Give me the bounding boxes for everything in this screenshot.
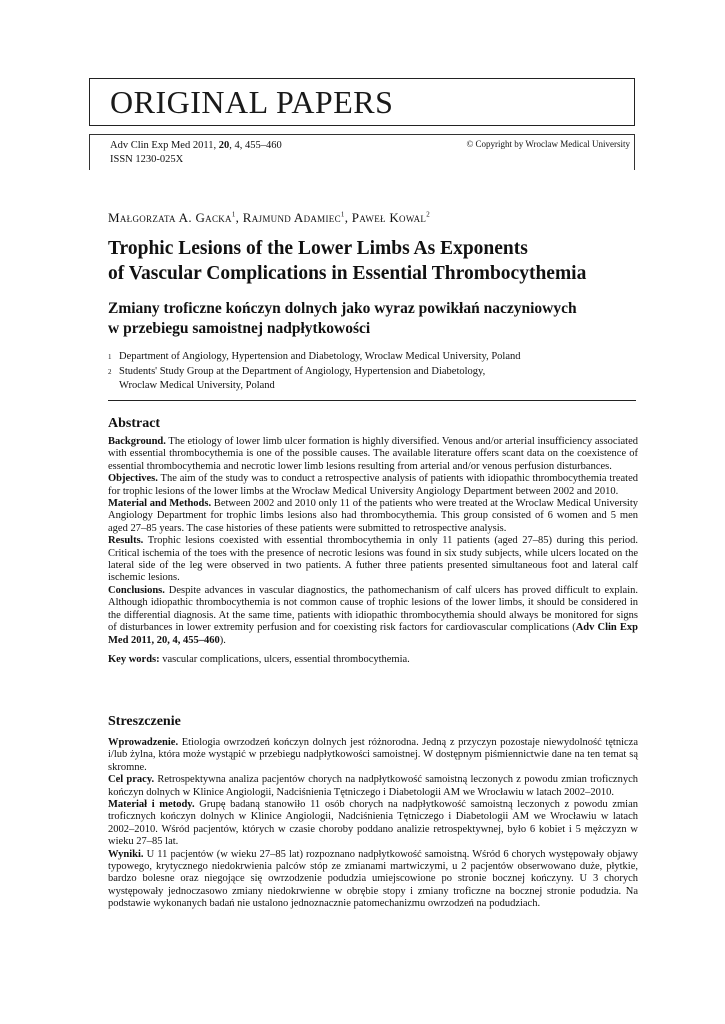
paragraph-text: Etiologia owrzodzeń kończyn dolnych jest różnorodna. Jedną z przyczyn pozostaje niewydolność tętnicza i/lub żylna, która może wystąpić w przebiegu nadpłytkowości samoistnej. W dostępnym piśmiennictwie dane na ten temat są skromne. (108, 737, 638, 773)
paragraph-text: Trophic lesions coexisted with essential thrombocythemia in only 11 patients (aged 27–85) during this period. Critical ischemia of the toes with the presence of necrotic lesions was found in six study subjects, while ulcers located on the lateral side of the leg were observed in two patients. A futher three patients presented simultaneous foot and lateral calf ischemic lesions. (108, 535, 638, 584)
paragraph-label: Wyniki. (108, 848, 144, 860)
citation-line (110, 139, 282, 153)
paragraph-text: Grupę badaną stanowiło 11 osób chorych na nadpłytkowość samoistną leczonych z powodu zmian troficznych kończyn dolnych w Klinice Angiologii, Nadciśnienia Tętniczego i Diabetologii AM we Wrocławiu w latach 2002–2010. Wśród pacjentów, których w czasie choroby poddano analizie retrospektywnej, było 6 kobiet i 5 mężczyzn w wieku 27–85 lat. (108, 799, 638, 848)
abstract-keywords (108, 654, 638, 666)
streszczenie-body (108, 737, 638, 911)
paragraph-text: The aim of the study was to conduct a retrospective analysis of patients with idiopathic thrombocythemia treated for trophic lesions of the lower limbs at the Wrocław Medical University Angiology Department between 2002 and 2010. (108, 473, 638, 497)
article-title-english (108, 236, 648, 286)
title-line: Trophic Lesions of the Lower Limbs As Exponents (108, 238, 528, 259)
paragraph-label: Results. (108, 535, 144, 547)
paragraph-text: vascular complications, ulcers, essential thrombocythemia. (159, 653, 410, 665)
paragraph-text: Retrospektywna analiza pacjentów chorych na nadpłytkowość samoistną leczonych z powodu zmian troficznych kończyn dolnych w Klinice Angiologii, Nadciśnienia Tętniczego i Diabetologii AM we Wrocławiu w latach 2002–2010. (108, 774, 638, 798)
affiliation-text: Department of Angiology, Hypertension and Diabetology, Wroclaw Medical University, Poland (119, 351, 521, 362)
abstract-background (108, 436, 638, 473)
paragraph-text: The etiology of lower limb ulcer formation is highly diversified. Venous and/or arterial insufficiency associated with essential thrombocythemia is one of the possible causes. The available literature offers scant data on the coexistence of essential thrombocythemia and necrotic lower limb lesions resulting from arterial and/or venous perfusion disturbances. (108, 436, 638, 472)
streszczenie-aim (108, 774, 638, 799)
author-affiliation-mark: 1 (231, 210, 236, 219)
issn: ISSN 1230-025X (110, 153, 184, 165)
citation-inline: Adv Clin Exp Med 2011, 20, 4, 455–460 (108, 622, 638, 646)
paragraph-text: Between 2002 and 2010 only 11 of the patients who were treated at the Wroclaw Medical University Angiology Department for trophic limbs lesions also had thrombocythemia. This group consisted of 6 women and 5 men aged 27–85 years. The case histories of these patients were submitted to retrospective analysis. (108, 498, 639, 534)
copyright: © Copyright by Wroclaw Medical University (466, 139, 630, 149)
paragraph-text: Despite advances in vascular diagnostics, the pathomechanism of calf ulcers has proved difficult to explain. Although idiopathic thrombocythemia is not common cause of trophic lesions of the lower limbs, it should be considered in the differential diagnosis. At the same time, patients with idiopathic thrombocythemia should always be monitored for signs of disturbances in lower extremity perfusion and for coexisting risk factors for cardiovascular complications ( (108, 584, 638, 634)
paragraph-label: Material and Methods. (108, 498, 212, 510)
citation-suffix: , 4, 455–460 (229, 140, 282, 151)
divider (108, 400, 636, 401)
citation-block (110, 139, 282, 166)
author-name: Rajmund Adamiec (242, 210, 341, 225)
author-list: Małgorzata A. Gacka$^1$, Rajmund Adamiec$^1$, Paweł Kowal$^2$ (108, 210, 431, 225)
paragraph-label: Objectives. (108, 473, 158, 485)
paragraph-label: Wprowadzenie. (108, 737, 179, 748)
paragraph-label: Background. (108, 436, 166, 447)
affiliation-item (108, 365, 628, 380)
author-affiliation-mark: 1 (340, 210, 345, 219)
streszczenie-heading: Streszczenie (108, 714, 181, 729)
affiliations (108, 350, 628, 393)
affiliation-text-continued: Wroclaw Medical University, Poland (119, 380, 275, 391)
paragraph-label: Conclusions. (108, 584, 165, 596)
author-name: Paweł Kowal (351, 210, 427, 225)
paragraph-label: Materiał i metody. (108, 799, 195, 811)
streszczenie-methods (108, 799, 638, 849)
article-title-polish (108, 299, 648, 339)
affiliation-number: 1 (108, 353, 112, 361)
streszczenie-intro (108, 737, 638, 774)
paragraph-label: Cel pracy. (108, 774, 155, 786)
affiliation-number: 2 (108, 367, 112, 376)
affiliation-item (108, 350, 628, 365)
paragraph-text: U 11 pacjentów (w wieku 27–85 lat) rozpoznano nadpłytkowość samoistną. Wśród 6 chorych występowały objawy typowego, krytycznego niedokrwienia palców stóp ze zmianami martwiczymi, u 2 pacjentów obserwowano duże, płytkie, bardzo bolesne oraz niegojące się owrzodzenie podudzia umiejscowione po stronie bocznej kończyny. U 3 chorych występowały jednoczasowo zmiany niedokrwienne w obrębie stopy i zmiany troficzne na bocznej stronie podudzia. Na podstawie wykonanych badań nie ustalono jednoznacznie patomechanizmu owrzodzeń na podudziach. (108, 848, 638, 910)
author-name: Małgorzata A. Gacka (108, 210, 232, 225)
affiliation-text: Students' Study Group at the Department of Angiology, Hypertension and Diabetology, (119, 365, 486, 377)
section-banner (89, 78, 635, 126)
title-line: w przebiegu samoistnej nadpłytkowości (108, 320, 371, 337)
paragraph-text: ). (219, 634, 226, 646)
abstract-methods (108, 498, 638, 535)
section-title: ORIGINAL PAPERS (110, 84, 394, 120)
abstract-conclusions (108, 585, 638, 647)
title-line: of Vascular Complications in Essential Thrombocythemia (108, 263, 587, 284)
journal-meta-box (89, 134, 635, 170)
abstract-heading: Abstract (108, 416, 161, 431)
citation-prefix: Adv Clin Exp Med 2011, (110, 140, 219, 151)
paragraph-label: Key words: (108, 653, 160, 665)
author-affiliation-mark: 2 (426, 210, 431, 219)
abstract-body (108, 436, 638, 666)
abstract-results (108, 535, 638, 585)
streszczenie-results (108, 849, 638, 911)
title-line: Zmiany troficzne kończyn dolnych jako wyraz powikłań naczyniowych (108, 300, 577, 317)
abstract-objectives (108, 473, 638, 498)
citation-volume: 20 (218, 140, 230, 151)
